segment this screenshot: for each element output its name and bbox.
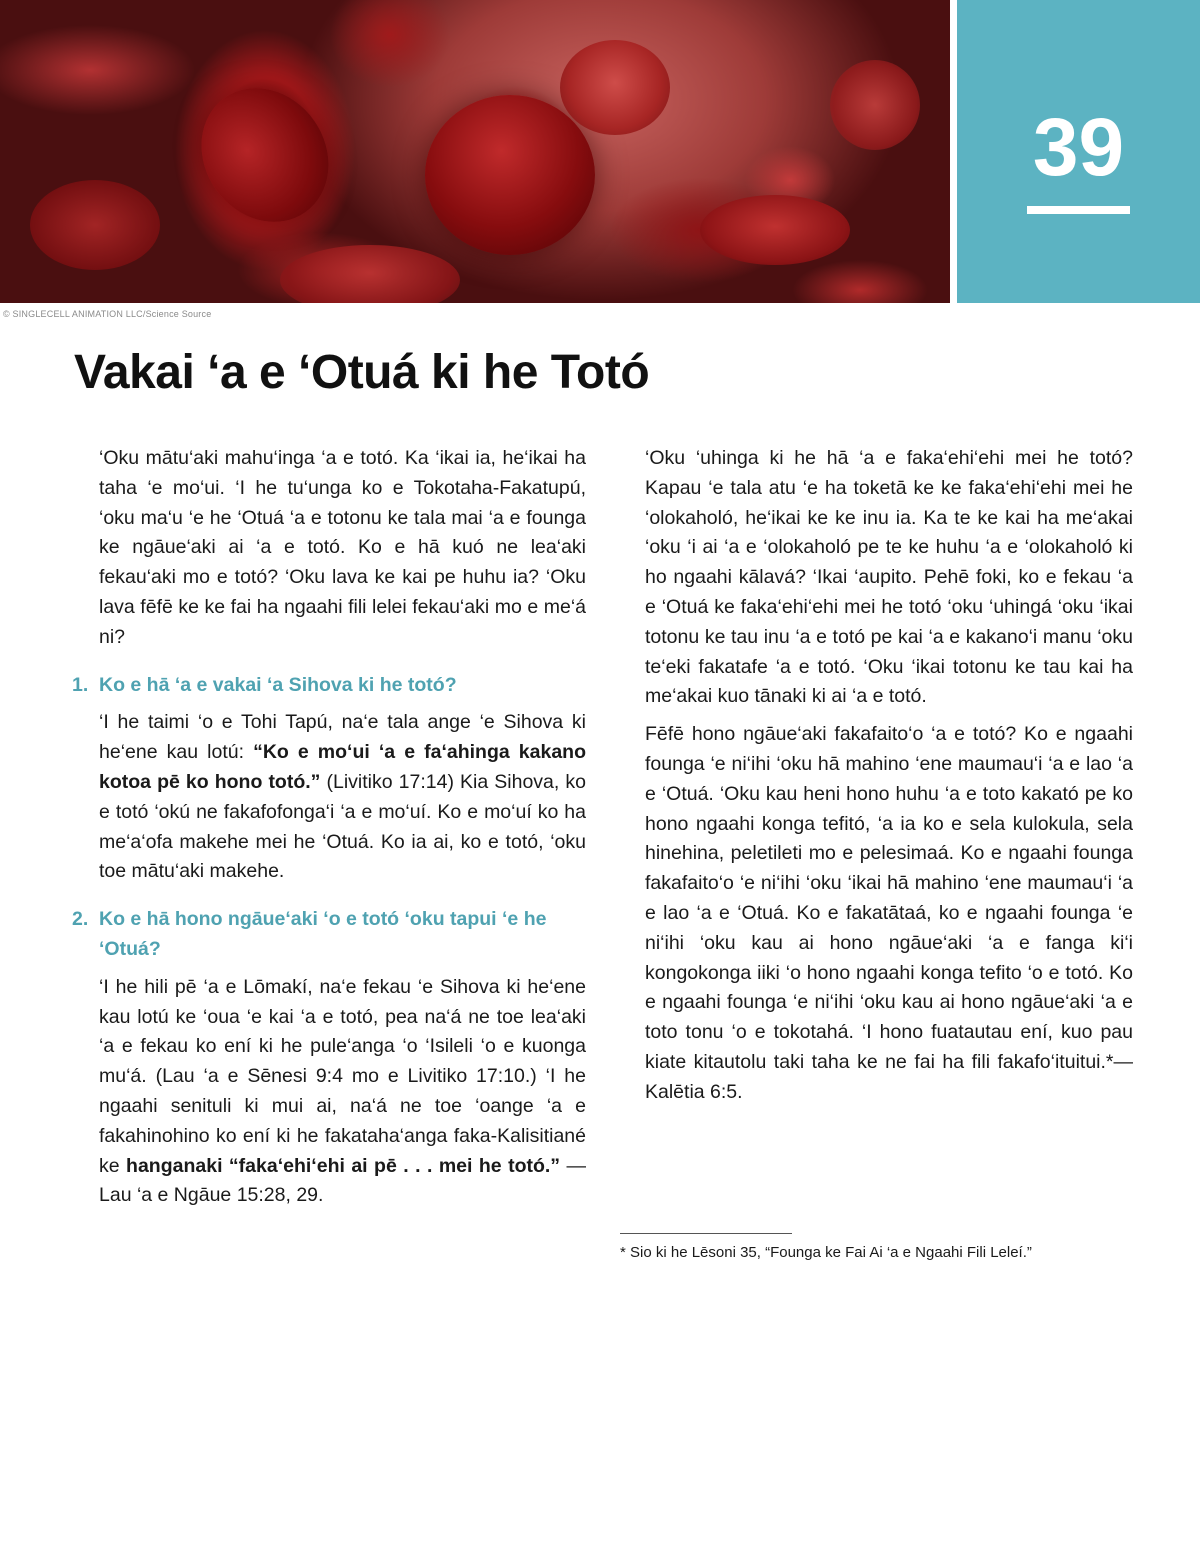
question-number: 2.	[72, 908, 89, 931]
lesson-number-badge	[957, 0, 1200, 303]
hero-image-blood-cells	[0, 0, 950, 303]
scripture-quote: “Ko e mo‘ui ‘a e fa‘ahinga kakano kotoa pē ko hono totó.”	[99, 741, 586, 793]
blood-cell	[176, 63, 355, 247]
scripture-quote: hanganaki “faka‘ehi‘ehi ai pē . . . mei he totó.”	[126, 1154, 561, 1177]
question-number: 1.	[72, 673, 89, 696]
blood-cell	[560, 40, 670, 135]
body-text: (Livitiko 17:14) Kia Sihova, ko e totó ‘okú ne fakafofonga‘i ‘a e mo‘uí. Ko e mo‘uí ko ha me‘a‘ofa makehe mei he ‘Otuá. Ko ia ai, ko e totó, ‘oku toe mātu‘aki makehe.	[99, 770, 586, 883]
footnote[interactable]: * Sio ki he Lēsoni 35, “Founga ke Fai Ai ‘a e Ngaahi Fili Leleí.”	[620, 1244, 1032, 1261]
question-text: Ko e hā ‘a e vakai ‘a Sihova ki he totó?	[99, 673, 457, 696]
footnote-divider	[620, 1233, 792, 1234]
body-text: ‘I he taimi ‘o e Tohi Tapú, na‘e tala ange ‘e Sihova ki he‘ene kau lotú:	[99, 711, 586, 764]
section-1-body	[99, 708, 586, 887]
question-text: Ko e hā hono ngāue‘aki ‘o e totó ‘oku tapui ‘e he ‘Otuá?	[99, 908, 547, 960]
blood-cell	[425, 95, 595, 255]
body-text: —Lau ‘a e Ngāue 15:28, 29.	[99, 1154, 587, 1207]
left-column	[72, 444, 587, 1219]
blood-cell	[830, 60, 920, 150]
blood-cell	[700, 195, 850, 265]
section-2-body	[99, 973, 586, 1211]
body-text: ‘I he hili pē ‘a e Lōmakí, na‘e fekau ‘e Sihova ki he‘ene kau lotú ke ‘oua ‘e kai ‘a e totó, pea na‘á ne toe lea‘aki ‘a e fekau ko ení ki he pule‘anga ‘o ‘Isileli ‘o e kuonga mu‘á. (Lau ‘a e Sēnesi 9:4 mo e Livitiko 17:10.) ‘I he ngaahi senituli ki mui ai, na‘á ne toe ‘oange ‘a e fakahinohino ko ení ki he fakataha‘anga faka-Kalisitiané ke	[99, 975, 586, 1177]
question-1	[72, 671, 586, 701]
blood-cell	[30, 180, 160, 270]
badge-underline	[1027, 206, 1130, 214]
image-credit: © SINGLECELL ANIMATION LLC/Science Source	[3, 309, 212, 319]
page-title: Vakai ‘a e ‘Otuá ki he Totó	[74, 346, 650, 399]
right-paragraph-1: ‘Oku ‘uhinga ki he hā ‘a e faka‘ehi‘ehi mei he totó? Kapau ‘e tala atu ‘e ha toketā ke ke faka‘ehi‘ehi mei he ‘olokaholó, he‘ikai ke ke inu ia. Ka te ke kai ha me‘akai ‘oku ‘i ai ‘a e ‘olokaholó pe te ke huhu ‘a e ‘olokaholó ki ho ngaahi kālavá? ‘Ikai ‘aupito. Pehē foki, ko e fekau ‘a e ‘Otuá ke faka‘ehi‘ehi mei he totó ‘oku ‘uhingá ‘oku ‘ikai totonu ke tau inu ‘a e totó pe kai ‘a e kakano‘i manu ‘oku te‘eki fakatafe ‘a e totó. ‘Oku ‘ikai totonu ke tau kai ha me‘akai kuo tānaki ki ai ‘a e totó.	[645, 447, 1133, 708]
blood-cell	[280, 245, 460, 303]
right-column	[645, 444, 1133, 1116]
right-paragraph-2: Fēfē hono ngāue‘aki fakafaito‘o ‘a e totó? Ko e ngaahi founga ‘e ni‘ihi ‘oku hā mahino ‘ene maumau‘i ‘a e lao ‘a e ‘Otuá. ‘Oku kau heni hono huhu ‘a e toto kakató pe ko hono ngaahi konga tefitó, ‘a ia ko e sela kulokula, sela hinehina, peletileti mo e pelesimaá. Ko e ngaahi founga fakafaito‘o ‘e ni‘ihi ‘oku ‘ikai hā mahino ‘ene maumau‘i ‘a e lao ‘a e ‘Otuá. Ko e fakatātaá, ko e ngaahi founga ‘e ni‘ihi ‘oku kau ai hono ngāue‘aki ‘a e fanga ki‘i kongokonga iiki ‘o hono ngaahi konga tefito ‘o e totó. Ko e ngaahi founga ‘e ni‘ihi ‘oku kau ai hono ngāue‘aki ‘a e toto tonu ‘o e tokotahá. ‘I hono fuatautau ení, kuo pau kiate kitautolu taki taha ke ne fai ha fili fakafo‘ituitui.*—Kalētia 6:5.	[645, 723, 1133, 1103]
question-2	[72, 905, 586, 965]
intro-paragraph: ‘Oku mātu‘aki mahu‘inga ‘a e totó. Ka ‘ikai ia, he‘ikai ha taha ‘e mo‘ui. ‘I he tu‘unga ko e Tokotaha-Fakatupú, ‘oku ma‘u ‘e he ‘Otuá ‘a e totonu ke tala mai ‘a e founga ke ngāue‘aki ai ‘a e totó. Ko e hā kuó ne lea‘aki fekau‘aki mo e totó? ‘Oku lava ke kai pe huhu ia? ‘Oku lava fēfē ke ke fai ha ngaahi fili lelei fekau‘aki mo e me‘á ni?	[99, 447, 586, 648]
lesson-number: 39	[1032, 102, 1125, 193]
